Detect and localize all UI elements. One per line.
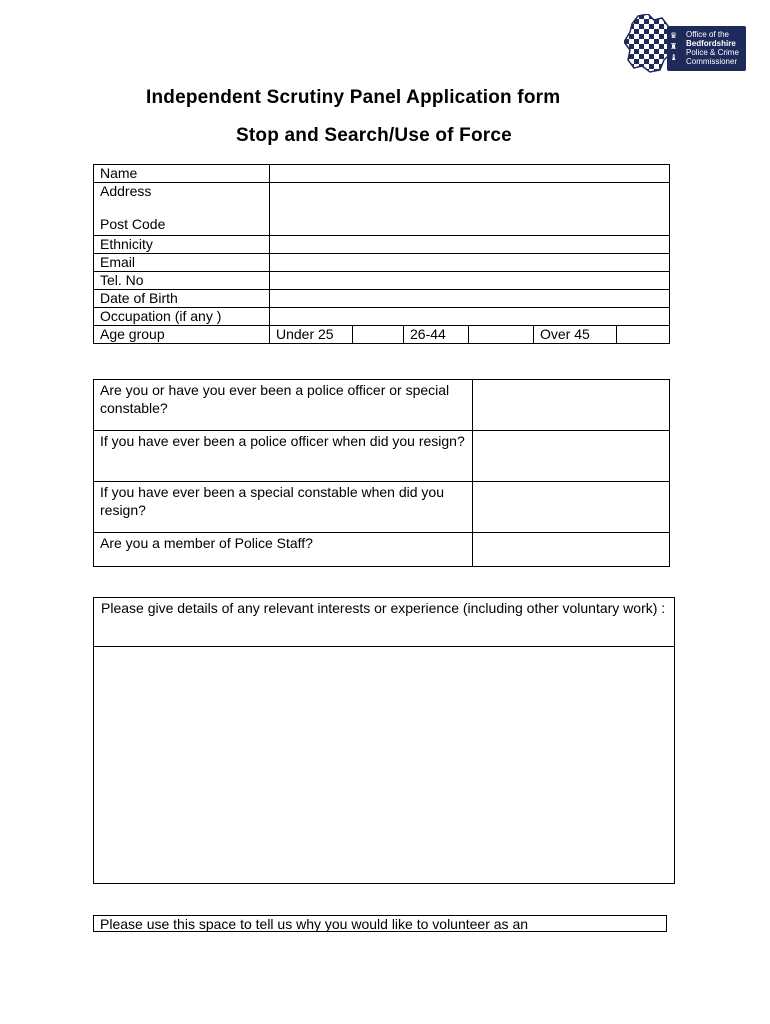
logo-line: Commissioner bbox=[686, 57, 738, 66]
age-option-26-44-box[interactable] bbox=[469, 326, 534, 344]
postcode-label: Post Code bbox=[100, 216, 166, 232]
age-option-under-25-box[interactable] bbox=[353, 326, 404, 344]
email-label: Email bbox=[94, 254, 270, 272]
tel-field[interactable] bbox=[270, 272, 670, 290]
age-option-26-44-label: 26-44 bbox=[404, 326, 469, 344]
dob-field[interactable] bbox=[270, 290, 670, 308]
age-option-over-45-box[interactable] bbox=[617, 326, 670, 344]
name-label: Name bbox=[94, 165, 270, 183]
question-constable-resign: If you have ever been a special constable when did you resign? bbox=[94, 482, 473, 533]
answer-constable-resign[interactable] bbox=[473, 482, 670, 533]
tel-label: Tel. No bbox=[94, 272, 270, 290]
volunteer-prompt: Please use this space to tell us why you would like to volunteer as an bbox=[93, 915, 667, 932]
age-option-over-45-label: Over 45 bbox=[534, 326, 617, 344]
age-group-label: Age group bbox=[94, 326, 270, 344]
address-label bbox=[94, 183, 270, 236]
address-field[interactable] bbox=[270, 183, 670, 236]
dob-label: Date of Birth bbox=[94, 290, 270, 308]
logo-line: Police & Crime bbox=[686, 48, 739, 57]
form-title: Independent Scrutiny Panel Application form bbox=[146, 87, 561, 108]
crest-icon: ♛ bbox=[670, 31, 678, 40]
age-option-under-25-label: Under 25 bbox=[270, 326, 353, 344]
personal-details-table bbox=[93, 164, 670, 344]
question-police-staff: Are you a member of Police Staff? bbox=[94, 533, 473, 567]
pcc-logo bbox=[622, 14, 746, 74]
answer-police-staff[interactable] bbox=[473, 533, 670, 567]
name-field[interactable] bbox=[270, 165, 670, 183]
logo-line: Bedfordshire bbox=[686, 39, 736, 48]
address-label-text: Address bbox=[100, 183, 152, 199]
occupation-label: Occupation (if any ) bbox=[94, 308, 270, 326]
question-officer-resign: If you have ever been a police officer when did you resign? bbox=[94, 431, 473, 482]
answer-officer-resign[interactable] bbox=[473, 431, 670, 482]
ethnicity-field[interactable] bbox=[270, 236, 670, 254]
form-subtitle: Stop and Search/Use of Force bbox=[236, 125, 512, 146]
ethnicity-label: Ethnicity bbox=[94, 236, 270, 254]
interests-prompt: Please give details of any relevant interests or experience (including other voluntary work) : bbox=[94, 598, 674, 647]
answer-police-officer[interactable] bbox=[473, 380, 670, 431]
question-police-officer: Are you or have you ever been a police officer or special constable? bbox=[94, 380, 473, 431]
email-field[interactable] bbox=[270, 254, 670, 272]
police-questions-table bbox=[93, 379, 670, 567]
interests-section bbox=[93, 597, 675, 884]
logo-text bbox=[686, 30, 739, 66]
interests-field[interactable] bbox=[94, 647, 674, 883]
crest-icon: ♝ bbox=[670, 53, 678, 62]
occupation-field[interactable] bbox=[270, 308, 670, 326]
crest-icon: ♜ bbox=[670, 42, 678, 51]
logo-line: Office of the bbox=[686, 30, 729, 39]
